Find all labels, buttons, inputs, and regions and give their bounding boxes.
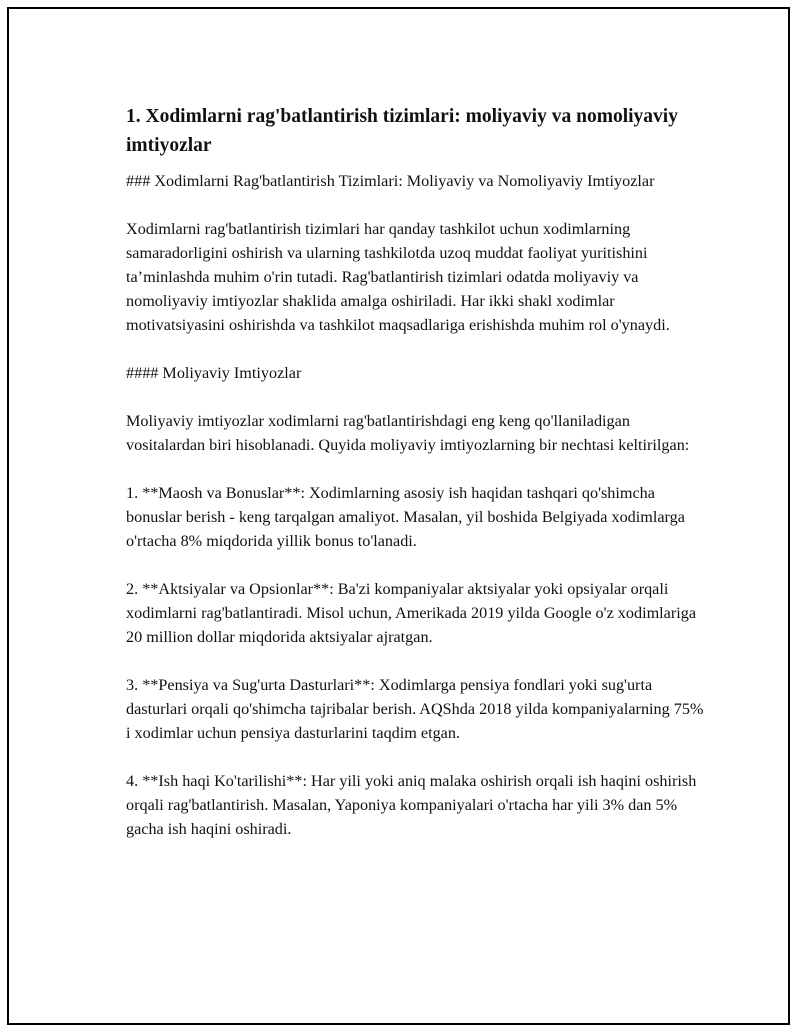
list-item-1: 1. **Maosh va Bonuslar**: Xodimlarning asosiy ish haqidan tashqari qo'shimcha bonuslar berish - keng tarqalgan amaliyot. Masalan, yil boshida Belgiyada xodimlarga o'rtacha 8% miqdorida yillik bonus to'lanadi. — [126, 484, 685, 550]
page-frame — [7, 7, 790, 1025]
subsection-heading: #### Moliyaviy Imtiyozlar — [126, 364, 302, 382]
list-item-2: 2. **Aktsiyalar va Opsionlar**: Ba'zi kompaniyalar aktsiyalar yoki opsiyalar orqali xodimlarni rag'batlantiradi. Misol uchun, Amerikada 2019 yilda Google o'z xodimlariga 20 million dollar miqdorida aktsiyalar ajratgan. — [126, 580, 697, 646]
list-item-4: 4. **Ish haqi Ko'tarilishi**: Har yili yoki aniq malaka oshirish orqali ish haqini oshirish orqali rag'batlantirish. Masalan, Yaponiya kompaniyalari o'rtacha har yili 3% dan 5% gacha ish haqini oshiradi. — [126, 772, 697, 838]
subsection-intro-paragraph: Moliyaviy imtiyozlar xodimlarni rag'batlantirishdagi eng keng qo'llaniladigan vositalardan biri hisoblanadi. Quyida moliyaviy imtiyozlarning bir nechtasi keltirilgan: — [126, 412, 690, 454]
section-heading: ### Xodimlarni Rag'batlantirish Tizimlari: Moliyaviy va Nomoliyaviy Imtiyozlar — [126, 172, 655, 190]
list-item-3: 3. **Pensiya va Sug'urta Dasturlari**: Xodimlarga pensiya fondlari yoki sug'urta dasturlari orqali qo'shimcha tajribalar berish. AQShda 2018 yilda kompaniyalarning 75% i xodimlar uchun pensiya dasturlarini taqdim etgan. — [126, 676, 704, 742]
document-body — [126, 102, 706, 841]
document-title: 1. Xodimlarni rag'batlantirish tizimlari: moliyaviy va nomoliyaviy imtiyozlar — [126, 106, 678, 156]
intro-paragraph: Xodimlarni rag'batlantirish tizimlari har qanday tashkilot uchun xodimlarning samaradorligini oshirish va ularning tashkilotda uzoq muddat faoliyat yuritishini ta’minlashda muhim o'rin tutadi. Rag'batlantirish tizimlari odatda moliyaviy va nomoliyaviy imtiyozlar shaklida amalga oshiriladi. Har ikki shakl xodimlar motivatsiyasini oshirishda va tashkilot maqsadlariga erishishda muhim rol o'ynaydi. — [126, 220, 670, 334]
